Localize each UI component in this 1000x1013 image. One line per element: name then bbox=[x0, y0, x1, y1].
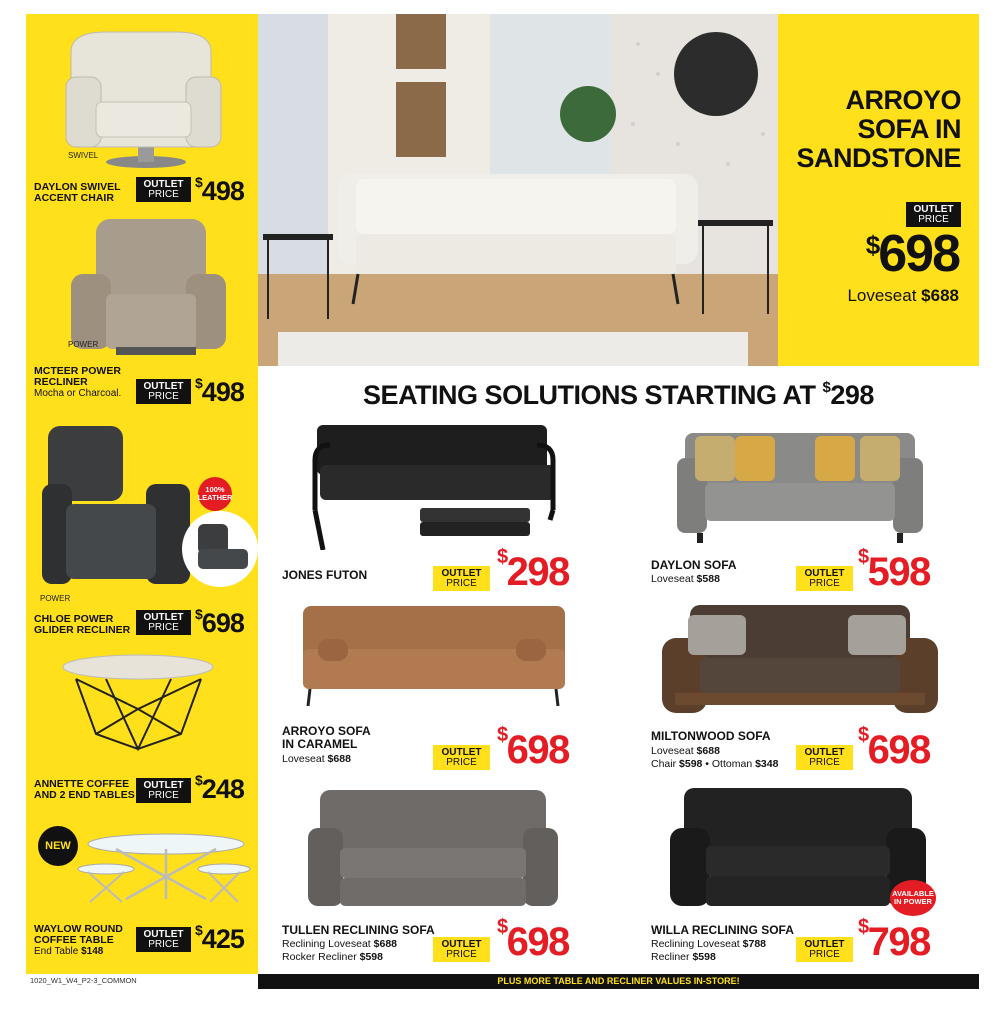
product-price: $498 bbox=[195, 375, 244, 407]
flyer-code: 1020_W1_W4_P2-3_COMMON bbox=[30, 976, 137, 985]
hero-room-photo bbox=[258, 14, 778, 366]
product-subtext: Loveseat $588 bbox=[651, 573, 720, 585]
left-item-annette-table[interactable] bbox=[26, 644, 258, 814]
product-price: $698 bbox=[497, 724, 569, 772]
tullen-sofa-image bbox=[308, 790, 558, 910]
product-name: WILLA RECLINING SOFA bbox=[651, 923, 794, 937]
product-name: JONES FUTON bbox=[282, 568, 368, 582]
outlet-price-label: OUTLET PRICE bbox=[796, 937, 853, 962]
new-badge: NEW bbox=[38, 826, 78, 866]
outlet-price-label: OUTLET PRICE bbox=[796, 745, 853, 770]
feature-title: ARROYO SOFA IN SANDSTONE bbox=[796, 85, 961, 173]
power-tag: POWER bbox=[40, 594, 71, 603]
product-subtext: Recliner $598 bbox=[651, 951, 716, 963]
daylon-sofa-image bbox=[675, 428, 925, 548]
product-price: $498 bbox=[195, 174, 244, 206]
product-price: $698 bbox=[497, 916, 569, 964]
product-price: $698 bbox=[858, 724, 930, 772]
product-name: TULLEN RECLINING SOFA bbox=[282, 923, 435, 937]
product-subtext: Rocker Recliner $598 bbox=[282, 951, 383, 963]
living-room-illustration bbox=[258, 14, 778, 366]
product-price: $248 bbox=[195, 772, 244, 804]
recliner-image bbox=[26, 219, 258, 369]
product-price: $425 bbox=[195, 922, 244, 954]
product-subtext: Reclining Loveseat $788 bbox=[651, 938, 766, 950]
swivel-tag: SWIVEL bbox=[68, 151, 99, 160]
swivel-chair-image bbox=[26, 22, 258, 182]
outlet-price-label: OUTLET PRICE bbox=[136, 927, 191, 952]
outlet-price-label: OUTLET PRICE bbox=[433, 937, 490, 962]
outlet-price-label: OUTLET PRICE bbox=[796, 566, 853, 591]
footer-banner: PLUS MORE TABLE AND RECLINER VALUES IN-STORE! bbox=[258, 974, 979, 989]
feature-price: $698 bbox=[865, 225, 959, 283]
left-item-daylon-swivel-chair[interactable] bbox=[26, 14, 258, 214]
left-item-mcteer-recliner[interactable] bbox=[26, 214, 258, 424]
product-name: MCTEER POWER RECLINER Mocha or Charcoal. bbox=[34, 365, 122, 399]
product-price: $298 bbox=[497, 546, 569, 594]
product-price: $598 bbox=[858, 546, 930, 594]
outlet-price-label: OUTLET PRICE bbox=[906, 202, 961, 227]
product-name: MILTONWOOD SOFA bbox=[651, 729, 771, 743]
product-price: $798 bbox=[858, 916, 930, 964]
futon-image bbox=[305, 420, 565, 550]
leather-badge: 100% LEATHER bbox=[198, 477, 232, 511]
product-subtext: End Table $148 bbox=[34, 946, 104, 957]
product-name: ANNETTE COFFEE AND 2 END TABLES bbox=[34, 778, 135, 801]
outlet-price-label: OUTLET PRICE bbox=[136, 610, 191, 635]
feature-loveseat: Loveseat $688 bbox=[847, 286, 959, 305]
coffee-table-image bbox=[26, 649, 258, 764]
product-name: DAYLON SWIVEL ACCENT CHAIR bbox=[34, 181, 121, 204]
product-name: CHLOE POWER GLIDER RECLINER bbox=[34, 613, 131, 636]
product-subtext: Loveseat $688 bbox=[651, 745, 720, 757]
outlet-price-label: OUTLET PRICE bbox=[433, 566, 490, 591]
product-subtext: Loveseat $688 bbox=[282, 753, 351, 765]
miltonwood-sofa-image bbox=[660, 603, 940, 718]
arroyo-sofa-image bbox=[298, 604, 568, 714]
product-subtext: Chair $598 • Ottoman $348 bbox=[651, 758, 779, 770]
product-name: ARROYO SOFA IN CARAMEL bbox=[282, 724, 371, 751]
product-price: $698 bbox=[195, 606, 244, 638]
section-headline: SEATING SOLUTIONS STARTING AT $298 bbox=[363, 379, 874, 410]
willa-sofa-image bbox=[668, 788, 928, 908]
product-subtext: Reclining Loveseat $688 bbox=[282, 938, 397, 950]
outlet-price-label: OUTLET PRICE bbox=[433, 745, 490, 770]
left-product-column bbox=[26, 14, 258, 974]
left-item-waylow-table[interactable] bbox=[26, 814, 258, 974]
product-name: DAYLON SOFA bbox=[651, 558, 737, 572]
power-tag: POWER bbox=[68, 340, 99, 349]
leather-recliner-image bbox=[26, 424, 258, 594]
feature-arroyo-sandstone[interactable] bbox=[778, 14, 979, 366]
outlet-price-label: OUTLET PRICE bbox=[136, 177, 191, 202]
product-subtext: Mocha or Charcoal. bbox=[34, 388, 122, 399]
power-available-badge: AVAILABLE IN POWER bbox=[890, 880, 936, 916]
product-name: WAYLOW ROUND COFFEE TABLE End Table $148 bbox=[34, 923, 123, 957]
outlet-price-label: OUTLET PRICE bbox=[136, 379, 191, 404]
left-item-chloe-recliner[interactable] bbox=[26, 424, 258, 644]
outlet-price-label: OUTLET PRICE bbox=[136, 778, 191, 803]
